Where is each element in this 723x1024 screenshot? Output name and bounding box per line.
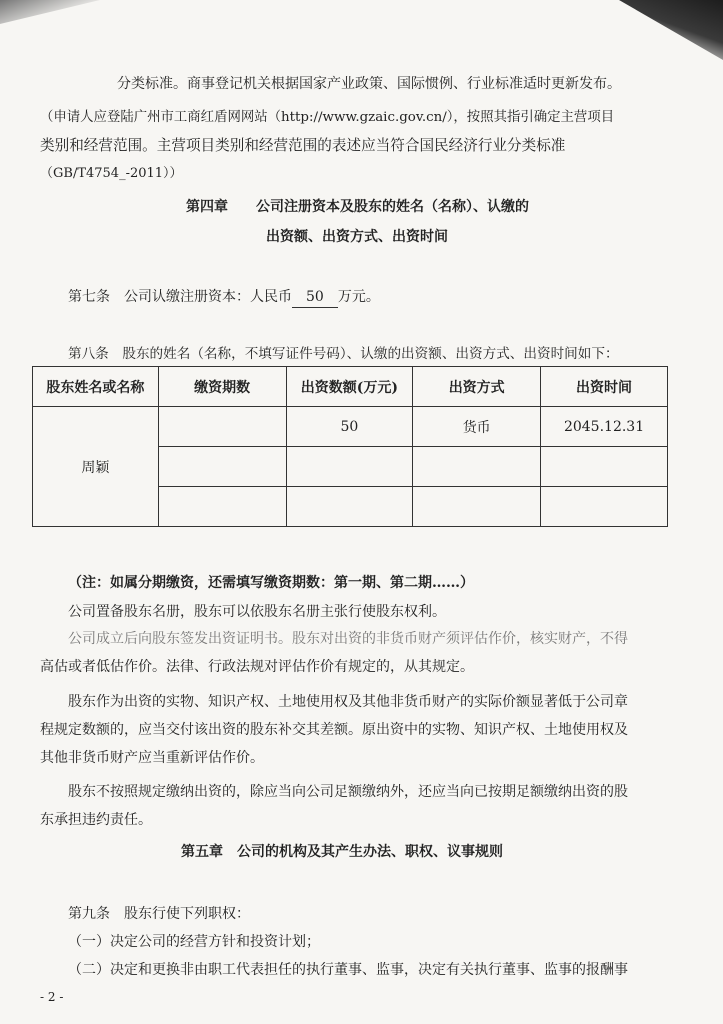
article-9-item-2: （二）决定和更换非由职工代表担任的执行董事、监事，决定有关执行董事、监事的报酬事 [68, 962, 628, 978]
header-amount: 出资数额(万元) [286, 367, 413, 407]
installment-note: （注：如属分期缴资，还需填写缴资期数：第一期、第二期……） [68, 575, 474, 591]
registered-capital-amount: 50 [292, 287, 338, 308]
paragraph-capital-certificate: 公司成立后向股东签发出资证明书。股东对出资的非货币财产须评估作价，核实财产，不得 [68, 631, 628, 647]
paragraph-nonmonetary-assets-cont: 其他非货币财产应当重新评估作价。 [40, 750, 264, 766]
article-9: 第九条 股东行使下列职权： [68, 906, 250, 922]
table-header-row [33, 367, 668, 407]
date-cell [541, 447, 668, 487]
header-shareholder-name: 股东姓名或名称 [33, 367, 159, 407]
date-cell [541, 487, 668, 527]
chapter-4-title-line2: 出资额、出资方式、出资时间 [266, 229, 448, 245]
article-9-item-1: （一）决定公司的经营方针和投资计划； [68, 934, 320, 950]
installment-cell [158, 487, 286, 527]
folded-corner [593, 0, 723, 60]
page-number: - 2 - [40, 990, 64, 1004]
text-line: 分类标准。商事登记机关根据国家产业政策、国际惯例、行业标准适时更新发布。 [117, 76, 621, 92]
paragraph-breach-cont: 东承担违约责任。 [40, 812, 152, 828]
scan-edge-shadow [0, 0, 100, 24]
article-7-prefix: 第七条 公司认缴注册资本：人民币 [68, 289, 292, 305]
article-8: 第八条 股东的姓名（名称，不填写证件号码）、认缴的出资额、出资方式、出资时间如下： [68, 346, 619, 362]
header-installment: 缴资期数 [158, 367, 286, 407]
article-7 [68, 287, 380, 308]
amount-cell: 50 [286, 407, 413, 447]
shareholder-name-cell: 周颖 [33, 407, 159, 527]
paragraph-breach: 股东不按照规定缴纳出资的，除应当向公司足额缴纳外，还应当向已按期足额缴纳出资的股 [68, 784, 628, 800]
header-date: 出资时间 [541, 367, 668, 407]
amount-cell [286, 487, 413, 527]
paragraph-capital-certificate-cont: 高估或者低估作价。法律、行政法规对评估作价有规定的，从其规定。 [40, 659, 474, 675]
article-7-suffix: 万元。 [337, 289, 380, 305]
paragraph-shareholder-register: 公司置备股东名册，股东可以依股东名册主张行使股东权利。 [68, 604, 446, 620]
chapter-4-title-line1: 第四章 公司注册资本及股东的姓名（名称）、认缴的 [186, 199, 529, 215]
text-line: （GB/T4754_-2011）） [40, 166, 183, 181]
installment-cell [158, 447, 286, 487]
table-row [33, 407, 668, 447]
text-line: （申请人应登陆广州市工商红盾网网站（http://www.gzaic.gov.cn/），按照其指引确定主营项目 [40, 110, 615, 125]
chapter-5-title: 第五章 公司的机构及其产生办法、职权、议事规则 [181, 844, 503, 860]
installment-cell [158, 407, 286, 447]
amount-cell [286, 447, 413, 487]
paragraph-nonmonetary-assets-cont: 程规定数额的，应当交付该出资的股东补交其差额。原出资中的实物、知识产权、土地使用权及 [40, 722, 628, 738]
method-cell [413, 447, 541, 487]
method-cell [413, 487, 541, 527]
header-method: 出资方式 [413, 367, 541, 407]
shareholder-table [32, 366, 668, 527]
text-line: 类别和经营范围。主营项目类别和经营范围的表述应当符合国民经济行业分类标准 [40, 137, 566, 154]
method-cell: 货币 [413, 407, 541, 447]
paragraph-nonmonetary-assets: 股东作为出资的实物、知识产权、土地使用权及其他非货币财产的实际价额显著低于公司章 [68, 694, 628, 710]
date-cell: 2045.12.31 [541, 407, 668, 447]
